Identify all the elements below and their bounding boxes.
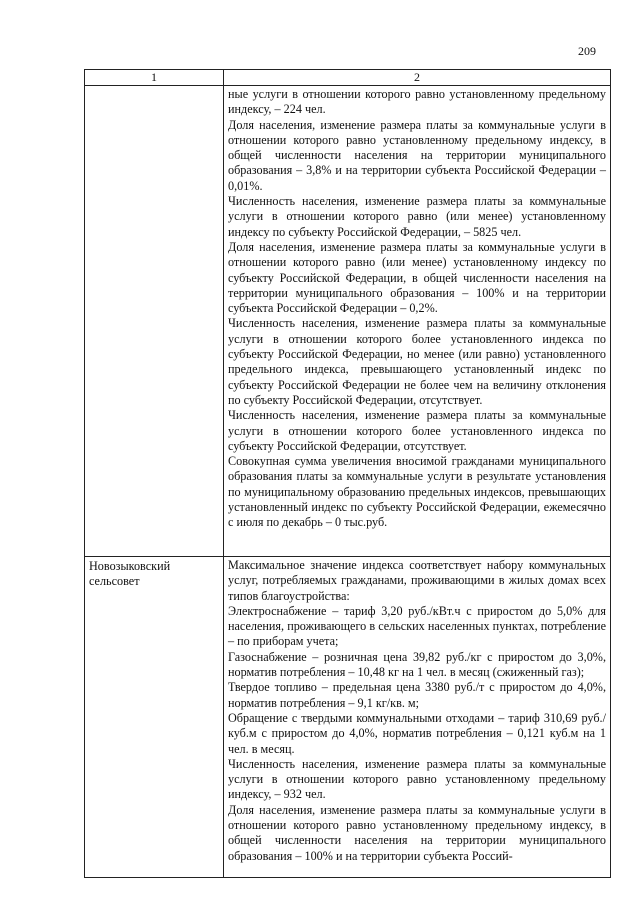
paragraph: Доля населения, изменение размера платы за коммунальные услуги в отношении которого равно (или менее) установленному индексу по субъекту Российской Федерации, в общей численности населения на территории муниципального образования – 100% и на территории субъекта Российской Федерации – 0,2%. bbox=[228, 239, 606, 316]
description-cell bbox=[224, 86, 611, 557]
paragraph: Численность населения, изменение размера платы за коммунальные услуги в отношении которого равно установленному предельному индексу, – 932 чел. bbox=[228, 756, 606, 802]
table-row bbox=[85, 86, 611, 557]
column-header-2: 2 bbox=[224, 70, 611, 86]
municipality-cell bbox=[85, 86, 224, 557]
paragraph: Доля населения, изменение размера платы за коммунальные услуги в отношении которого равно установленному предельному индексу, в общей численности населения на территории муниципального образования – 3,8% и на территории субъекта Российской Федерации – 0,01%. bbox=[228, 117, 606, 193]
table-header-row bbox=[85, 70, 611, 86]
municipality-cell: Новозыковский сельсовет bbox=[85, 557, 224, 878]
paragraph: Газоснабжение – розничная цена 39,82 руб./кг с приростом до 3,0%, норматив потребления – 10,48 кг на 1 чел. в месяц (сжиженный газ); bbox=[228, 649, 606, 680]
paragraph: Электроснабжение – тариф 3,20 руб./кВт.ч с приростом до 5,0% для населения, проживающего в сельских населенных пунктах, потребление – по приборам учета; bbox=[228, 603, 606, 649]
paragraph: Твердое топливо – предельная цена 3380 руб./т с приростом до 4,0%, норматив потребления – 9,1 кг/кв. м; bbox=[228, 680, 606, 710]
paragraph: Совокупная сумма увеличения вносимой гражданами муниципального образования платы за коммунальные услуги в результате установления по муниципальному образованию предельных индексов, превышающих установленный индекс по субъекту Российской Федерации, ежемесячно с июля по декабрь – 0 тыс.руб. bbox=[228, 454, 606, 530]
paragraph: Обращение с твердыми коммунальными отходами – тариф 310,69 руб./куб.м с приростом до 4,0%, норматив потребления – 0,121 куб.м на 1 чел. в месяц. bbox=[228, 710, 606, 756]
column-header-1: 1 bbox=[85, 70, 224, 86]
paragraph: Численность населения, изменение размера платы за коммунальные услуги в отношении которого более установленного индекса по субъекту Российской Федерации, отсутствует. bbox=[228, 408, 606, 453]
paragraph: Доля населения, изменение размера платы за коммунальные услуги в отношении которого равно установленному предельному индексу, в общей численности населения на территории муниципального образования – 100% и на территории субъекта Россий- bbox=[228, 802, 606, 863]
paragraph: Численность населения, изменение размера платы за коммунальные услуги в отношении которого равно (или менее) установленному индексу по субъекту Российской Федерации, – 5825 чел. bbox=[228, 194, 606, 239]
description-cell bbox=[224, 557, 611, 878]
paragraph: ные услуги в отношении которого равно установленному предельному индексу, – 224 чел. bbox=[228, 87, 606, 117]
data-table bbox=[84, 69, 611, 878]
paragraph: Численность населения, изменение размера платы за коммунальные услуги в отношении которого более установленного индекса по субъекту Российской Федерации, но менее (или равно) установленного предельного индекса, превышающего установленный индекс по субъекту Российской Федерации не более чем на величину отклонения по субъекту Российской Федерации, отсутствует. bbox=[228, 316, 606, 407]
table-row bbox=[85, 557, 611, 878]
page-number: 209 bbox=[578, 44, 596, 58]
paragraph: Максимальное значение индекса соответствует набору коммунальных услуг, потребляемых гражданами, проживающими в жилых домах всех типов благоустройства: bbox=[228, 558, 606, 603]
